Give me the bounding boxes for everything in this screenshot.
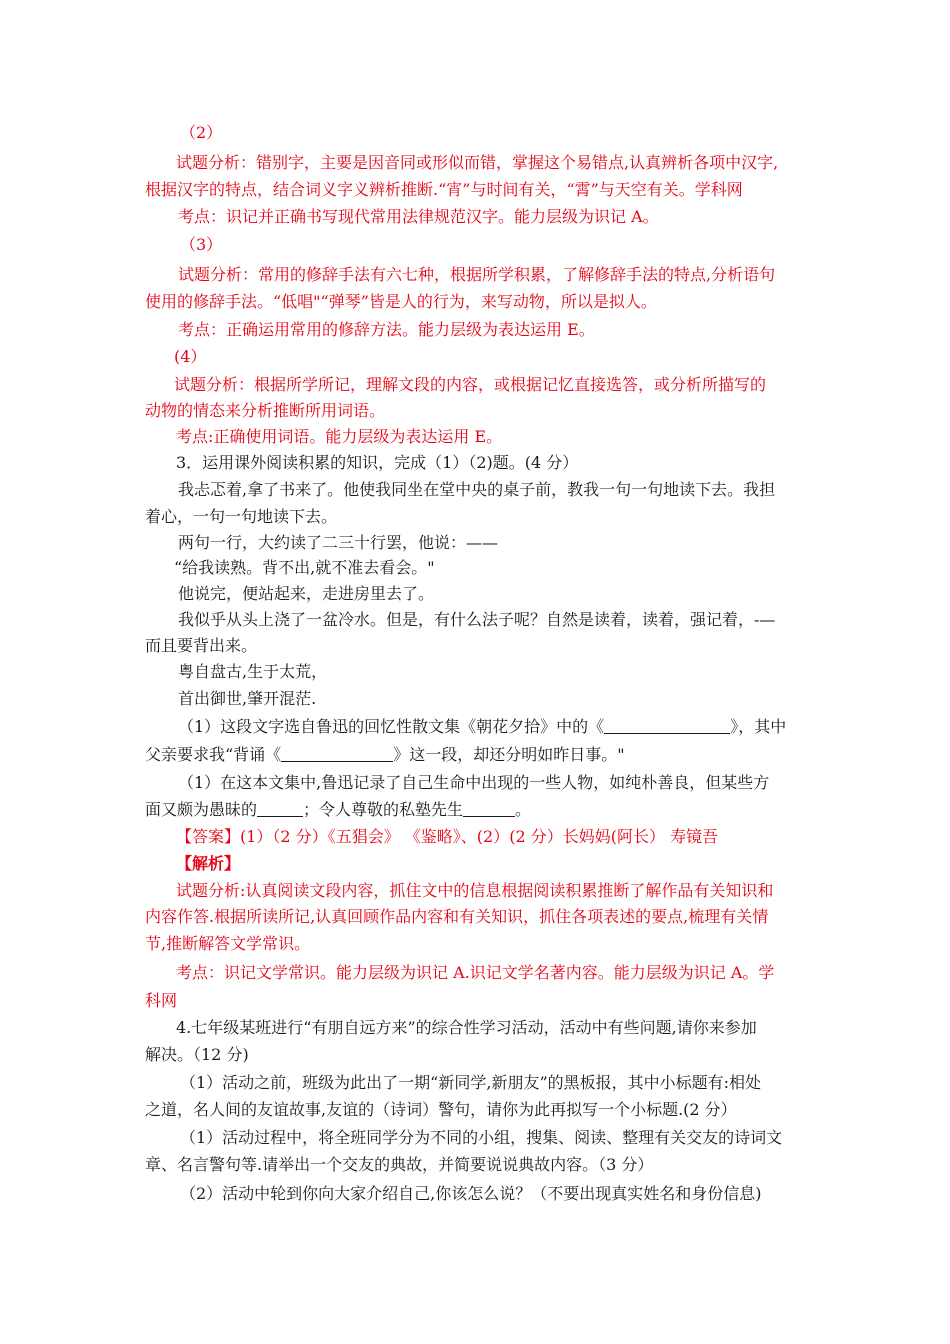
question-4-number: (4） [174,347,207,366]
passage-text: “给我读熟。背不出,就不准去看会。" [174,558,435,577]
answer-blank [604,717,730,734]
analysis-text: 试题分析：常用的修辞手法有六七种，根据所学积累，了解修辞手法的特点,分析语句 [178,265,776,284]
activity-question: 章、名言警句等.请举出一个交友的典故，并简要说说典故内容。（3 分） [145,1155,654,1174]
question-text: 》，其中 [730,717,787,736]
question-text: 面又颇为愚昧的 [145,800,258,819]
sub-question-1 [178,716,786,738]
key-point-text: 科网 [145,991,178,1010]
analysis-text: 使用的修辞手法。“低唱"“弹琴”皆是人的行为，来写动物，所以是拟人。 [145,292,657,311]
answer-line: 【答案】(1）（2 分）《五猖会》 《鉴略》、(2）(2 分）长妈妈(阿长） 寿镜吾 [176,827,719,846]
question-text: （1）这段文字选自鲁迅的回忆性散文集《朝花夕拾》中的《 [178,717,605,736]
sub-question-2-cont [145,799,531,821]
question-4-heading: 4.七年级某班进行“有朋自远方来”的综合性学习活动，活动中有些问题,请你来参加 [176,1018,757,1037]
key-point-text: 考点：正确运用常用的修辞方法。能力层级为表达运用 E。 [178,320,595,339]
activity-question: （2）活动中轮到你向大家介绍自己,你该怎么说？（不要出现真实姓名和身份信息) [180,1184,762,1203]
question-text: ；令人尊敬的私塾先生 [303,800,464,819]
passage-text: 我忐忑着,拿了书来了。他使我同坐在堂中央的桌子前，教我一句一句地读下去。我担 [178,480,776,499]
question-3-heading: 3．运用课外阅读积累的知识，完成（1）（2)题。(4 分） [176,453,579,472]
analysis-text: 动物的情态来分析推断所用词语。 [145,401,386,420]
explanation-heading: 【解析】 [176,854,241,873]
passage-text: 而且要背出来。 [145,636,258,655]
key-point-text: 考点：识记文学常识。能力层级为识记 A.识记文学名著内容。能力层级为识记 A。学 [176,963,775,982]
answer-blank [463,800,515,817]
sub-question-2: （1）在这本文集中,鲁迅记录了自己生命中出现的一些人物，如纯朴善良，但某些方 [178,773,770,792]
analysis-text: 内容作答.根据所读所记,认真回顾作品内容和有关知识，抓住各项表述的要点,梳理有关情 [145,907,769,926]
analysis-text: 根据汉字的特点，结合词义字义辨析推断.“宵”与时间有关，“霄”与天空有关。学科网 [145,180,743,199]
question-text: 。 [515,800,532,819]
question-2-number: （2） [180,123,223,142]
analysis-text: 试题分析：根据所学所记，理解文段的内容，或根据记忆直接选答，或分析所描写的 [174,375,767,394]
question-text: 》这一段，却还分明如昨日事。" [393,745,625,764]
answer-blank [257,800,303,817]
analysis-text: 试题分析:认真阅读文段内容，抓住文中的信息根据阅读积累推断了解作品有关知识和 [176,881,774,900]
passage-verse: 首出御世,肇开混茫. [178,689,317,708]
passage-text: 两句一行，大约读了二三十行罢，他说：—— [178,533,499,552]
passage-text: 他说完，便站起来，走进房里去了。 [178,584,435,603]
question-text: 父亲要求我“背诵《 [145,745,282,764]
passage-text: 着心，一句一句地读下去。 [145,507,338,526]
sub-question-1-cont [145,744,625,766]
passage-verse: 粤自盘古,生于太荒， [178,662,328,681]
key-point-text: 考点:正确使用词语。能力层级为表达运用 E。 [176,427,503,446]
key-point-text: 考点：识记并正确书写现代常用法律规范汉字。能力层级为识记 A。 [178,207,659,226]
answer-blank [281,745,393,762]
activity-question: （1）活动过程中，将全班同学分为不同的小组，搜集、阅读、整理有关交友的诗词文 [180,1128,783,1147]
passage-text: 我似乎从头上浇了一盆冷水。但是，有什么法子呢？自然是读着，读着，强记着，-— [178,610,776,629]
analysis-text: 试题分析：错别字，主要是因音同或形似而错，掌握这个易错点,认真辨析各项中汉字, [176,153,779,172]
activity-question: （1）活动之前，班级为此出了一期“新同学,新朋友”的黑板报，其中小标题有:相处 [180,1073,762,1092]
question-3-number: （3） [180,235,223,254]
activity-question: 之道，名人间的友谊故事,友谊的（诗词）警句，请你为此再拟写一个小标题.(2 分） [145,1100,737,1119]
question-4-heading-cont: 解决。（12 分) [145,1045,249,1064]
analysis-text: 节,推断解答文学常识。 [145,934,311,953]
